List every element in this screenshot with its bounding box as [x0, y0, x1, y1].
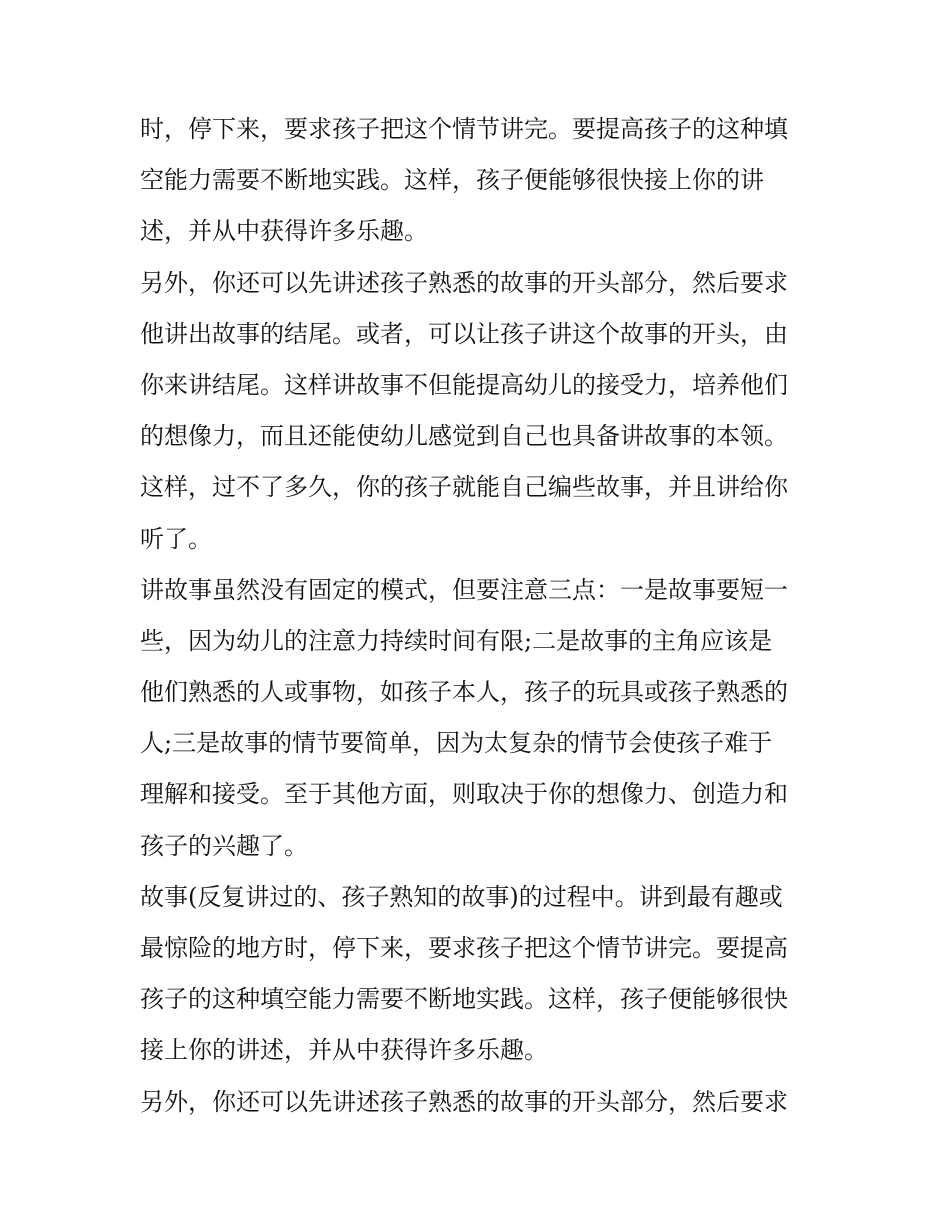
- text-line: 人;三是故事的情节要简单，因为太复杂的情节会使孩子难于: [140, 729, 773, 758]
- text-line: 故事(反复讲过的、孩子熟知的故事)的过程中。讲到最有趣或: [140, 882, 783, 911]
- text-line: 另外，你还可以先讲述孩子熟悉的故事的开头部分，然后要求: [140, 1087, 788, 1116]
- text-line: 另外，你还可以先讲述孩子熟悉的故事的开头部分，然后要求: [140, 268, 788, 297]
- text-line: 这样，过不了多久，你的孩子就能自己编些故事，并且讲给你: [140, 473, 788, 502]
- text-line: 些，因为幼儿的注意力持续时间有限;二是故事的主角应该是: [140, 626, 773, 655]
- body-text: [140, 104, 816, 1128]
- text-line: 时，停下来，要求孩子把这个情节讲完。要提高孩子的这种填: [140, 115, 788, 143]
- text-line: 接上你的讲述，并从中获得许多乐趣。: [140, 1036, 548, 1065]
- text-line: 理解和接受。至于其他方面，则取决于你的想像力、创造力和: [140, 780, 788, 809]
- text-line: 最惊险的地方时，停下来，要求孩子把这个情节讲完。要提高: [140, 934, 788, 962]
- text-line: 他讲出故事的结尾。或者，可以让孩子讲这个故事的开头，由: [140, 319, 788, 348]
- text-line: 听了。: [140, 524, 212, 553]
- text-line: 的想像力，而且还能使幼儿感觉到自己也具备讲故事的本领。: [140, 422, 788, 451]
- text-line: 你来讲结尾。这样讲故事不但能提高幼儿的接受力，培养他们: [140, 370, 788, 399]
- text-line: 孩子的这种填空能力需要不断地实践。这样，孩子便能够很快: [140, 985, 788, 1014]
- text-line: 孩子的兴趣了。: [140, 831, 308, 860]
- text-line: 空能力需要不断地实践。这样，孩子便能够很快接上你的讲: [140, 166, 764, 195]
- text-line: 述，并从中获得许多乐趣。: [140, 217, 428, 246]
- text-line: 他们熟悉的人或事物，如孩子本人，孩子的玩具或孩子熟悉的: [140, 678, 788, 707]
- text-line: 讲故事虽然没有固定的模式，但要注意三点：一是故事要短一: [140, 575, 788, 604]
